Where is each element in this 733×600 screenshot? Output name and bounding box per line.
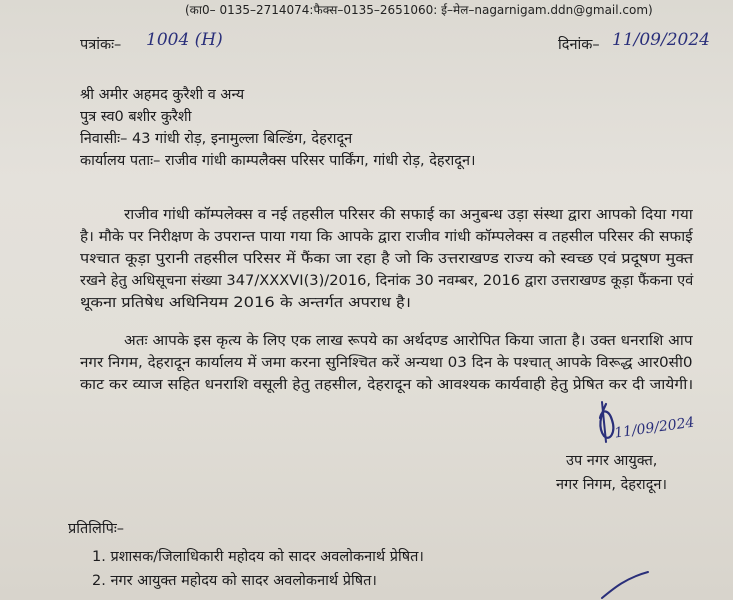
body-para1-line4: रखने हेतु अधिसूचना संख्या 347/XXXVI(3)/2016, दिनांक 30 नवम्बर, 2016 द्वारा उत्तराखण्ड कूड़ा फैंकना एवं (80, 273, 694, 289)
date-handwritten: 11/09/2024 (612, 30, 710, 50)
addressee-name: श्री अमीर अहमद कुरैशी व अन्य (80, 87, 245, 103)
body-para2-line2: नगर निगम, देहरादून कार्यालय में जमा करना सुनिश्चित करें अन्यथा 03 दिन के पश्चात् आपके विरूद्ध आर0सी0 (80, 355, 693, 371)
body-para2-line1: अतः आपके इस कृत्य के लिए एक लाख रूपये का अर्थदण्ड आरोपित किया जाता है। उक्त धनराशि आप (124, 333, 693, 349)
pen-mark (600, 570, 660, 600)
body-para1-line1: राजीव गांधी कॉम्पलेक्स व नई तहसील परिसर की सफाई का अनुबन्ध उड़ा संस्था द्वारा आपको दिया गया (124, 207, 693, 223)
copy-label: प्रतिलिपिः– (68, 521, 125, 537)
date-label: दिनांक– (558, 37, 600, 53)
reference-number-handwritten: 1004 (H) (146, 30, 223, 50)
copy-item-1: 1. प्रशासक/जिलाधिकारी महोदय को सादर अवलोकनार्थ प्रेषित। (92, 549, 424, 565)
addressee-father: पुत्र स्व0 बशीर कुरैशी (80, 109, 192, 125)
addressee-residence: निवासीः– 43 गांधी रोड़, इनामुल्ला बिल्डिंग, देहरादून (80, 131, 353, 147)
contact-line: (का0– 0135–2714074:फैक्स–0135–2651060: ई–मेल–nagarnigam.ddn@gmail.com) (185, 3, 653, 17)
addressee-office: कार्यालय पताः– राजीव गांधी काम्पलैक्स परिसर पार्किंग, गांधी रोड़, देहरादून। (80, 153, 476, 169)
reference-label: पत्रांकः– (80, 37, 122, 53)
signature-date-handwritten: 11/09/2024 (613, 414, 696, 442)
body-para1-line5: थूकना प्रतिषेध अधिनियम 2016 के अन्तर्गत अपराध है। (80, 295, 411, 311)
body-para2-line3: काट कर व्याज सहित धनराशि वसूली हेतु तहसील, देहरादून को आवश्यक कार्यवाही हेतु प्रेषित कर दी जायेगी। (80, 377, 694, 393)
signatory-designation: उप नगर आयुक्त, (566, 453, 658, 469)
body-para1-line3: पश्चात कूड़ा पुरानी तहसील परिसर में फैंका जा रहा है जो कि उत्तराखण्ड राज्य को स्वच्छ एवं प्रदूषण मुक्त (80, 251, 694, 267)
signatory-office: नगर निगम, देहरादून। (556, 477, 667, 493)
copy-item-2: 2. नगर आयुक्त महोदय को सादर अवलोकनार्थ प्रेषित। (92, 573, 377, 589)
body-para1-line2: है। मौके पर निरीक्षण के उपरान्त पाया गया कि आपके द्वारा राजीव गांधी कॉम्पलेक्स व तहसील परिसर की सफाई (80, 229, 693, 245)
